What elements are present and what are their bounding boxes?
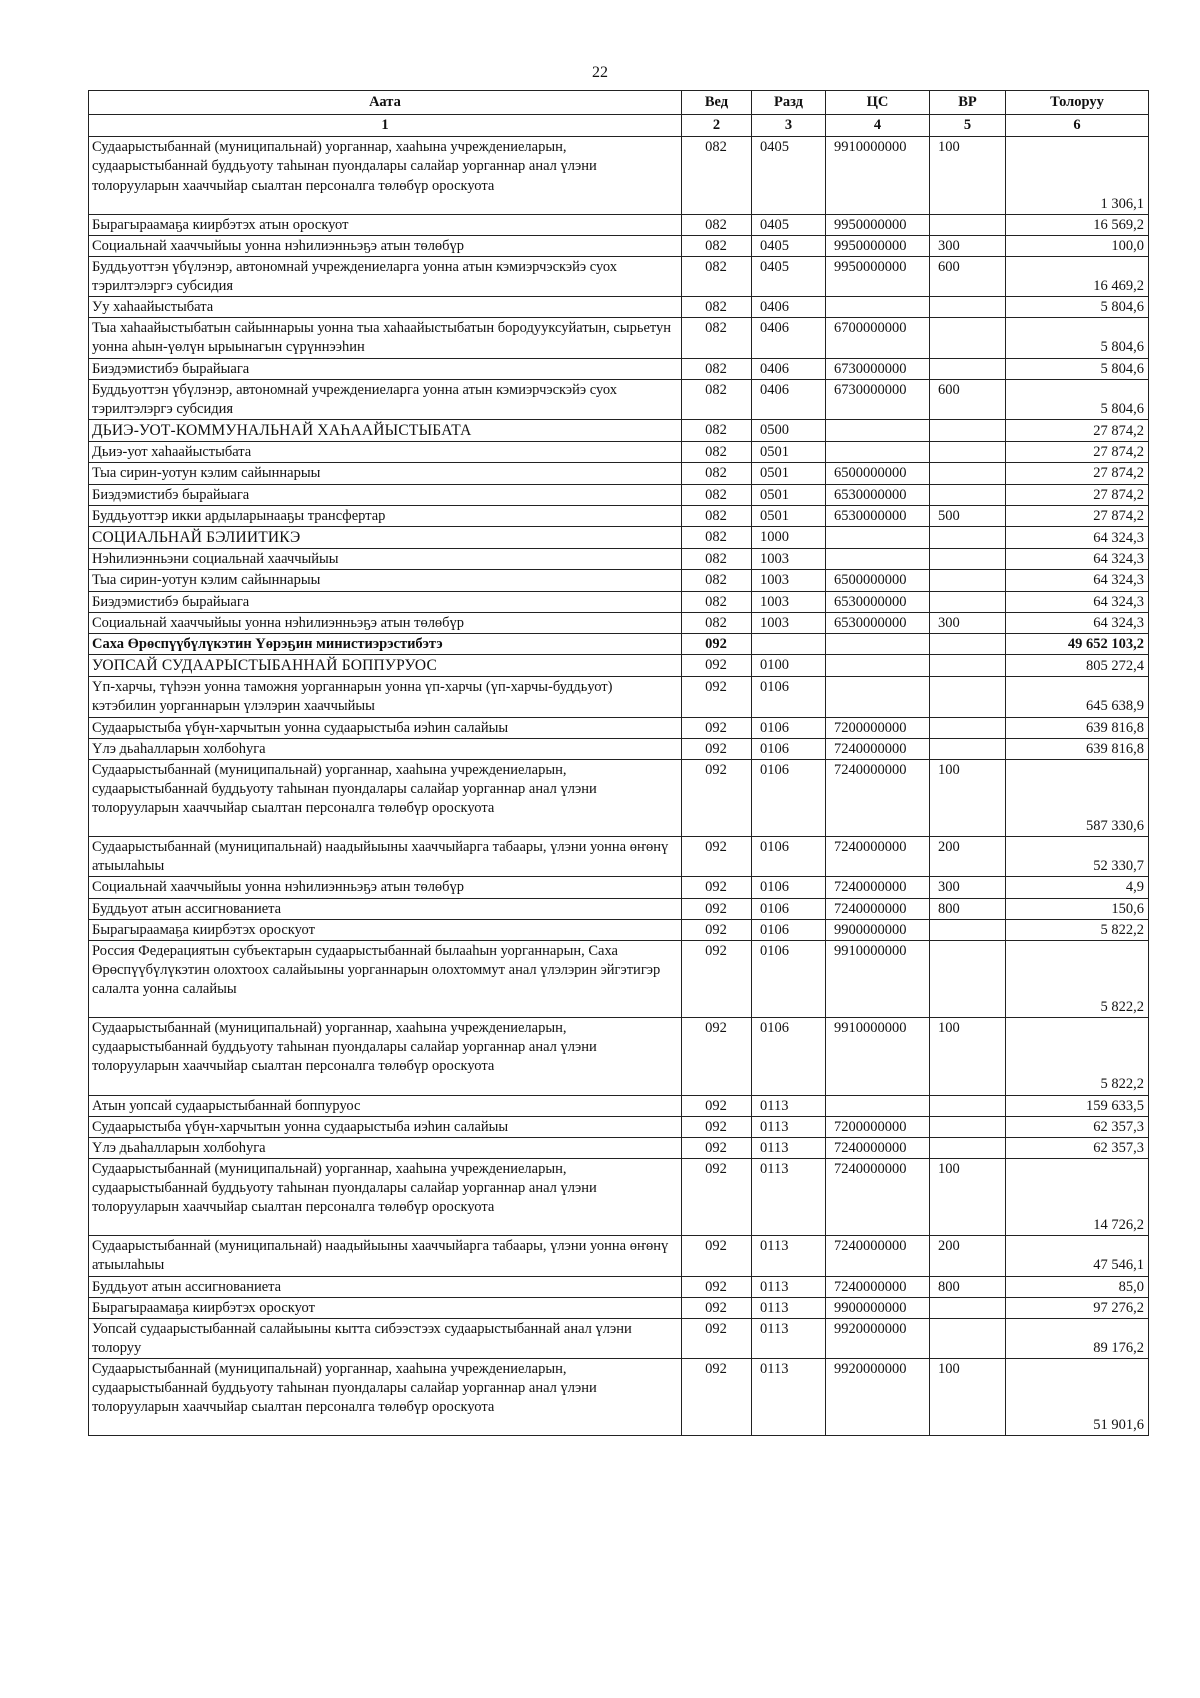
table-row: [89, 717, 1149, 738]
row-vr-cell: [930, 717, 1006, 738]
row-razd-cell: 0106: [752, 677, 826, 717]
row-cs-cell: 9920000000: [826, 1318, 930, 1358]
table-row: [89, 738, 1149, 759]
row-ved-cell: 082: [682, 549, 752, 570]
row-cs-cell: 9920000000: [826, 1359, 930, 1436]
row-cs-cell: [826, 297, 930, 318]
budget-table: [88, 90, 1149, 1436]
row-razd-cell: 0500: [752, 419, 826, 441]
row-sum-cell: 27 874,2: [1006, 442, 1149, 463]
row-cs-cell: 7240000000: [826, 877, 930, 898]
table-row: [89, 549, 1149, 570]
row-ved-cell: 092: [682, 877, 752, 898]
row-name-cell: Судаарыстыбаннай (муниципальнай) уорганнар, хааһына учреждениеларын, судаарыстыбаннай буддьуоту таһынан пуондалары салайар уорганнар анал үлэни толорууларын хааччыйар сыалтан персоналга төлөбүр ороскуота: [89, 1018, 682, 1095]
table-row: [89, 1318, 1149, 1358]
table-row: [89, 1095, 1149, 1116]
row-name-cell: Биэдэмистибэ бырайыага: [89, 591, 682, 612]
row-razd-cell: 0405: [752, 235, 826, 256]
page-number: 22: [592, 64, 608, 81]
row-name-cell: Судаарыстыба үбүн-харчытын уонна судаарыстыба иэһин салайыы: [89, 1116, 682, 1137]
row-name-cell: Бырагыраамаҕа киирбэтэх ороскуот: [89, 1297, 682, 1318]
row-ved-cell: 082: [682, 214, 752, 235]
column-number: 5: [930, 115, 1006, 137]
row-sum-cell: 639 816,8: [1006, 738, 1149, 759]
row-razd-cell: 0113: [752, 1095, 826, 1116]
row-name-cell: Судаарыстыбаннай (муниципальнай) уорганнар, хааһына учреждениеларын, судаарыстыбаннай буддьуоту таһынан пуондалары салайар уорганнар анал үлэни толорууларын хааччыйар сыалтан персоналга төлөбүр ороскуота: [89, 1359, 682, 1436]
table-row: [89, 318, 1149, 358]
row-razd-cell: 0405: [752, 137, 826, 214]
row-sum-cell: 1 306,1: [1006, 137, 1149, 214]
row-cs-cell: 9910000000: [826, 1018, 930, 1095]
table-row: [89, 526, 1149, 548]
row-sum-cell: 5 822,2: [1006, 919, 1149, 940]
row-ved-cell: 092: [682, 1158, 752, 1235]
row-vr-cell: [930, 919, 1006, 940]
row-ved-cell: 092: [682, 677, 752, 717]
row-vr-cell: 800: [930, 898, 1006, 919]
row-razd-cell: 0501: [752, 442, 826, 463]
row-sum-cell: 64 324,3: [1006, 549, 1149, 570]
row-razd-cell: 0106: [752, 717, 826, 738]
row-ved-cell: 092: [682, 759, 752, 836]
table-row: [89, 379, 1149, 419]
column-header-cs: ЦС: [826, 91, 930, 115]
row-ved-cell: 082: [682, 235, 752, 256]
row-razd-cell: 0113: [752, 1359, 826, 1436]
row-vr-cell: 800: [930, 1276, 1006, 1297]
table-row: [89, 442, 1149, 463]
row-cs-cell: 7240000000: [826, 1158, 930, 1235]
row-sum-cell: 89 176,2: [1006, 1318, 1149, 1358]
row-cs-cell: 6530000000: [826, 505, 930, 526]
row-razd-cell: 0113: [752, 1276, 826, 1297]
row-vr-cell: [930, 318, 1006, 358]
row-name-cell: Тыа сирин-уотун кэлим сайыннарыы: [89, 570, 682, 591]
row-name-cell: Буддьуоттэн үбүлэнэр, автономнай учреждениеларга уонна атын кэмиэрчэскэйэ суох тэрилтэлэргэ субсидия: [89, 379, 682, 419]
row-cs-cell: 9950000000: [826, 235, 930, 256]
row-vr-cell: [930, 484, 1006, 505]
row-ved-cell: 092: [682, 837, 752, 877]
row-razd-cell: 0405: [752, 256, 826, 296]
row-name-cell: Судаарыстыбаннай (муниципальнай) уорганнар, хааһына учреждениеларын, судаарыстыбаннай буддьуоту таһынан пуондалары салайар уорганнар анал үлэни толорууларын хааччыйар сыалтан персоналга төлөбүр ороскуота: [89, 1158, 682, 1235]
row-sum-cell: 27 874,2: [1006, 505, 1149, 526]
row-cs-cell: 9910000000: [826, 940, 930, 1017]
row-vr-cell: [930, 654, 1006, 676]
row-razd-cell: 0100: [752, 654, 826, 676]
row-cs-cell: [826, 419, 930, 441]
row-sum-cell: 16 469,2: [1006, 256, 1149, 296]
row-ved-cell: 082: [682, 463, 752, 484]
table-row: [89, 1018, 1149, 1095]
row-vr-cell: [930, 940, 1006, 1017]
row-razd-cell: 0106: [752, 1018, 826, 1095]
table-row: [89, 898, 1149, 919]
row-vr-cell: 100: [930, 1018, 1006, 1095]
row-name-cell: Судаарыстыбаннай (муниципальнай) наадыйыыны хааччыйарга табаары, үлэни уонна өҥөнү атыылаһыы: [89, 837, 682, 877]
row-cs-cell: 6530000000: [826, 612, 930, 633]
row-vr-cell: [930, 1318, 1006, 1358]
row-name-cell: Үп-харчы, түһээн уонна таможня уорганнарын уонна үп-харчы (үп-харчы-буддьуот) кэтэбилин уорганнарын үлэлэрин хааччыйыы: [89, 677, 682, 717]
row-cs-cell: 7240000000: [826, 1137, 930, 1158]
row-name-cell: Судаарыстыбаннай (муниципальнай) уорганнар, хааһына учреждениеларын, судаарыстыбаннай буддьуоту таһынан пуондалары салайар уорганнар анал үлэни толорууларын хааччыйар сыалтан персоналга төлөбүр ороскуота: [89, 137, 682, 214]
row-sum-cell: 51 901,6: [1006, 1359, 1149, 1436]
row-name-cell: Үлэ дьаһалларын холбоһуга: [89, 738, 682, 759]
row-sum-cell: 64 324,3: [1006, 612, 1149, 633]
table-row: [89, 919, 1149, 940]
table-row: [89, 1276, 1149, 1297]
row-vr-cell: [930, 419, 1006, 441]
row-razd-cell: [752, 633, 826, 654]
row-ved-cell: 092: [682, 1359, 752, 1436]
row-ved-cell: 092: [682, 1095, 752, 1116]
row-ved-cell: 092: [682, 919, 752, 940]
row-vr-cell: [930, 591, 1006, 612]
row-sum-cell: 27 874,2: [1006, 419, 1149, 441]
table-header-row: [89, 91, 1149, 115]
row-cs-cell: 9910000000: [826, 137, 930, 214]
row-name-cell: СОЦИАЛЬНАЙ БЭЛИИТИКЭ: [89, 526, 682, 548]
row-sum-cell: 587 330,6: [1006, 759, 1149, 836]
column-number: 1: [89, 115, 682, 137]
row-sum-cell: 62 357,3: [1006, 1137, 1149, 1158]
row-razd-cell: 1003: [752, 549, 826, 570]
row-ved-cell: 082: [682, 318, 752, 358]
row-cs-cell: 9950000000: [826, 214, 930, 235]
table-row: [89, 877, 1149, 898]
table-row: [89, 235, 1149, 256]
column-number: 3: [752, 115, 826, 137]
row-ved-cell: 082: [682, 612, 752, 633]
row-cs-cell: [826, 633, 930, 654]
row-razd-cell: 0501: [752, 463, 826, 484]
row-sum-cell: 27 874,2: [1006, 484, 1149, 505]
row-cs-cell: [826, 677, 930, 717]
row-name-cell: Бырагыраамаҕа киирбэтэх атын ороскуот: [89, 214, 682, 235]
row-razd-cell: 0106: [752, 759, 826, 836]
table-row: [89, 677, 1149, 717]
row-vr-cell: 500: [930, 505, 1006, 526]
row-razd-cell: 0113: [752, 1297, 826, 1318]
table-row: [89, 612, 1149, 633]
row-name-cell: Саха Өрөспүүбүлүкэтин Үөрэҕин министиэрэстибэтэ: [89, 633, 682, 654]
row-ved-cell: 092: [682, 898, 752, 919]
row-name-cell: Үлэ дьаһалларын холбоһуга: [89, 1137, 682, 1158]
row-ved-cell: 082: [682, 505, 752, 526]
row-vr-cell: 100: [930, 137, 1006, 214]
row-name-cell: Буддьуоттэр икки ардыларынааҕы трансфертар: [89, 505, 682, 526]
row-name-cell: Дьиэ-уот хаһаайыстыбата: [89, 442, 682, 463]
row-cs-cell: [826, 442, 930, 463]
row-cs-cell: [826, 1095, 930, 1116]
table-row: [89, 505, 1149, 526]
row-name-cell: Уопсай судаарыстыбаннай салайыыны кытта сибээстээх судаарыстыбаннай анал үлэни толоруу: [89, 1318, 682, 1358]
column-header-razd: Разд: [752, 91, 826, 115]
row-cs-cell: 7240000000: [826, 837, 930, 877]
row-ved-cell: 082: [682, 442, 752, 463]
row-razd-cell: 0113: [752, 1158, 826, 1235]
table-row: [89, 1297, 1149, 1318]
row-ved-cell: 082: [682, 297, 752, 318]
row-sum-cell: 47 546,1: [1006, 1236, 1149, 1276]
row-sum-cell: 645 638,9: [1006, 677, 1149, 717]
row-sum-cell: 49 652 103,2: [1006, 633, 1149, 654]
row-vr-cell: [930, 1116, 1006, 1137]
table-row: [89, 1116, 1149, 1137]
row-name-cell: Буддьуот атын ассигнованиета: [89, 1276, 682, 1297]
row-ved-cell: 082: [682, 419, 752, 441]
table-row: [89, 570, 1149, 591]
row-name-cell: Тыа хаһаайыстыбатын сайыннарыы уонна тыа хаһаайыстыбатын бородууксуйатын, сырьетун уонна аһын-үөлүн ырыынагын сүрүннээһин: [89, 318, 682, 358]
row-razd-cell: 1000: [752, 526, 826, 548]
row-vr-cell: [930, 526, 1006, 548]
row-name-cell: Социальнай хааччыйыы уонна нэһилиэнньэҕэ атын төлөбүр: [89, 612, 682, 633]
row-razd-cell: 0106: [752, 738, 826, 759]
row-name-cell: Тыа сирин-уотун кэлим сайыннарыы: [89, 463, 682, 484]
row-vr-cell: 100: [930, 1359, 1006, 1436]
row-name-cell: Бырагыраамаҕа киирбэтэх ороскуот: [89, 919, 682, 940]
row-razd-cell: 0113: [752, 1318, 826, 1358]
row-ved-cell: 082: [682, 358, 752, 379]
row-razd-cell: 0406: [752, 358, 826, 379]
row-sum-cell: 62 357,3: [1006, 1116, 1149, 1137]
table-row: [89, 759, 1149, 836]
row-sum-cell: 5 804,6: [1006, 318, 1149, 358]
row-sum-cell: 14 726,2: [1006, 1158, 1149, 1235]
row-ved-cell: 092: [682, 940, 752, 1017]
row-vr-cell: [930, 1297, 1006, 1318]
row-ved-cell: 092: [682, 1116, 752, 1137]
row-sum-cell: 159 633,5: [1006, 1095, 1149, 1116]
row-sum-cell: 5 822,2: [1006, 1018, 1149, 1095]
row-vr-cell: 600: [930, 256, 1006, 296]
row-vr-cell: 600: [930, 379, 1006, 419]
row-vr-cell: 300: [930, 877, 1006, 898]
row-ved-cell: 082: [682, 484, 752, 505]
row-ved-cell: 092: [682, 1318, 752, 1358]
row-sum-cell: 52 330,7: [1006, 837, 1149, 877]
row-cs-cell: 6530000000: [826, 484, 930, 505]
row-razd-cell: 0406: [752, 318, 826, 358]
row-sum-cell: 64 324,3: [1006, 570, 1149, 591]
row-razd-cell: 0106: [752, 898, 826, 919]
row-sum-cell: 64 324,3: [1006, 591, 1149, 612]
row-cs-cell: [826, 549, 930, 570]
row-cs-cell: 9900000000: [826, 1297, 930, 1318]
row-razd-cell: 0406: [752, 379, 826, 419]
row-cs-cell: [826, 654, 930, 676]
row-vr-cell: [930, 738, 1006, 759]
row-cs-cell: 7200000000: [826, 717, 930, 738]
row-sum-cell: 5 804,6: [1006, 297, 1149, 318]
row-razd-cell: 0106: [752, 877, 826, 898]
row-vr-cell: [930, 463, 1006, 484]
column-number: 2: [682, 115, 752, 137]
row-ved-cell: 082: [682, 526, 752, 548]
row-ved-cell: 082: [682, 570, 752, 591]
table-body: [89, 137, 1149, 1436]
row-sum-cell: 639 816,8: [1006, 717, 1149, 738]
table-row: [89, 297, 1149, 318]
row-cs-cell: 6700000000: [826, 318, 930, 358]
row-razd-cell: 0501: [752, 505, 826, 526]
row-name-cell: Буддьуот атын ассигнованиета: [89, 898, 682, 919]
row-ved-cell: 092: [682, 1297, 752, 1318]
row-sum-cell: 150,6: [1006, 898, 1149, 919]
row-cs-cell: 7240000000: [826, 898, 930, 919]
row-sum-cell: 64 324,3: [1006, 526, 1149, 548]
row-cs-cell: 9950000000: [826, 256, 930, 296]
row-vr-cell: [930, 549, 1006, 570]
row-name-cell: Социальнай хааччыйыы уонна нэһилиэнньэҕэ атын төлөбүр: [89, 235, 682, 256]
table-row: [89, 358, 1149, 379]
column-header-vr: ВР: [930, 91, 1006, 115]
row-razd-cell: 1003: [752, 591, 826, 612]
row-cs-cell: 7240000000: [826, 1276, 930, 1297]
row-ved-cell: 092: [682, 717, 752, 738]
row-sum-cell: 805 272,4: [1006, 654, 1149, 676]
table-row: [89, 1158, 1149, 1235]
table-row: [89, 837, 1149, 877]
row-vr-cell: 200: [930, 837, 1006, 877]
row-sum-cell: 5 822,2: [1006, 940, 1149, 1017]
table-row: [89, 256, 1149, 296]
row-vr-cell: [930, 633, 1006, 654]
table-row: [89, 137, 1149, 214]
column-header-name: Аата: [89, 91, 682, 115]
row-name-cell: Судаарыстыба үбүн-харчытын уонна судаарыстыба иэһин салайыы: [89, 717, 682, 738]
row-razd-cell: 0113: [752, 1116, 826, 1137]
table-row: [89, 633, 1149, 654]
row-vr-cell: [930, 1095, 1006, 1116]
row-razd-cell: 0113: [752, 1137, 826, 1158]
row-cs-cell: 6730000000: [826, 379, 930, 419]
row-name-cell: Атын уопсай судаарыстыбаннай боппуруос: [89, 1095, 682, 1116]
table-row: [89, 1137, 1149, 1158]
row-name-cell: УОПСАЙ СУДААРЫСТЫБАННАЙ БОППУРУОС: [89, 654, 682, 676]
row-vr-cell: [930, 570, 1006, 591]
row-name-cell: Уу хаһаайыстыбата: [89, 297, 682, 318]
table-row: [89, 591, 1149, 612]
row-name-cell: Социальнай хааччыйыы уонна нэһилиэнньэҕэ атын төлөбүр: [89, 877, 682, 898]
row-razd-cell: 0406: [752, 297, 826, 318]
row-name-cell: Буддьуоттэн үбүлэнэр, автономнай учреждениеларга уонна атын кэмиэрчэскэйэ суох тэрилтэлэргэ субсидия: [89, 256, 682, 296]
row-ved-cell: 092: [682, 1276, 752, 1297]
row-cs-cell: 6500000000: [826, 570, 930, 591]
row-razd-cell: 0501: [752, 484, 826, 505]
table-row: [89, 214, 1149, 235]
row-razd-cell: 1003: [752, 612, 826, 633]
row-cs-cell: 7240000000: [826, 1236, 930, 1276]
row-sum-cell: 27 874,2: [1006, 463, 1149, 484]
row-ved-cell: 092: [682, 1018, 752, 1095]
table-row: [89, 940, 1149, 1017]
row-vr-cell: 300: [930, 612, 1006, 633]
row-name-cell: Биэдэмистибэ бырайыага: [89, 358, 682, 379]
row-cs-cell: 6500000000: [826, 463, 930, 484]
row-name-cell: Россия Федерациятын субъектарын судаарыстыбаннай былааһын уорганнарын, Саха Өрөспүүбүлүкэтин олохтоох салайыыны уорганнарын олохтоммут анал үлэлэрин эйгэтигэр салалта уонна салайыы: [89, 940, 682, 1017]
column-number: 4: [826, 115, 930, 137]
row-ved-cell: 092: [682, 654, 752, 676]
row-ved-cell: 092: [682, 633, 752, 654]
row-vr-cell: [930, 358, 1006, 379]
row-cs-cell: 7240000000: [826, 738, 930, 759]
column-header-sum: Толоруу: [1006, 91, 1149, 115]
row-razd-cell: 0113: [752, 1236, 826, 1276]
row-ved-cell: 092: [682, 1137, 752, 1158]
row-ved-cell: 082: [682, 379, 752, 419]
row-ved-cell: 082: [682, 591, 752, 612]
row-sum-cell: 97 276,2: [1006, 1297, 1149, 1318]
row-vr-cell: 100: [930, 759, 1006, 836]
row-razd-cell: 0106: [752, 837, 826, 877]
row-name-cell: Нэһилиэнньэни социальнай хааччыйыы: [89, 549, 682, 570]
row-razd-cell: 0106: [752, 919, 826, 940]
row-razd-cell: 1003: [752, 570, 826, 591]
row-vr-cell: [930, 677, 1006, 717]
row-vr-cell: [930, 214, 1006, 235]
row-vr-cell: [930, 297, 1006, 318]
table-row: [89, 654, 1149, 676]
row-vr-cell: 200: [930, 1236, 1006, 1276]
row-cs-cell: 7240000000: [826, 759, 930, 836]
row-sum-cell: 85,0: [1006, 1276, 1149, 1297]
row-vr-cell: [930, 1137, 1006, 1158]
row-ved-cell: 092: [682, 1236, 752, 1276]
row-cs-cell: [826, 526, 930, 548]
table-row: [89, 419, 1149, 441]
row-razd-cell: 0405: [752, 214, 826, 235]
table-row: [89, 1359, 1149, 1436]
row-cs-cell: 9900000000: [826, 919, 930, 940]
row-cs-cell: 6730000000: [826, 358, 930, 379]
row-ved-cell: 082: [682, 256, 752, 296]
row-sum-cell: 16 569,2: [1006, 214, 1149, 235]
row-name-cell: Судаарыстыбаннай (муниципальнай) уорганнар, хааһына учреждениеларын, судаарыстыбаннай буддьуоту таһынан пуондалары салайар уорганнар анал үлэни толорууларын хааччыйар сыалтан персоналга төлөбүр ороскуота: [89, 759, 682, 836]
table-row: [89, 484, 1149, 505]
column-number-row: [89, 115, 1149, 137]
table-row: [89, 463, 1149, 484]
row-sum-cell: 4,9: [1006, 877, 1149, 898]
row-cs-cell: 7200000000: [826, 1116, 930, 1137]
row-sum-cell: 5 804,6: [1006, 379, 1149, 419]
row-razd-cell: 0106: [752, 940, 826, 1017]
row-vr-cell: [930, 442, 1006, 463]
row-sum-cell: 5 804,6: [1006, 358, 1149, 379]
row-ved-cell: 092: [682, 738, 752, 759]
table-row: [89, 1236, 1149, 1276]
column-number: 6: [1006, 115, 1149, 137]
row-ved-cell: 082: [682, 137, 752, 214]
row-vr-cell: 300: [930, 235, 1006, 256]
row-name-cell: Судаарыстыбаннай (муниципальнай) наадыйыыны хааччыйарга табаары, үлэни уонна өҥөнү атыылаһыы: [89, 1236, 682, 1276]
column-header-ved: Вед: [682, 91, 752, 115]
row-name-cell: ДЬИЭ-УОТ-КОММУНАЛЬНАЙ ХАҺААЙЫСТЫБАТА: [89, 419, 682, 441]
row-sum-cell: 100,0: [1006, 235, 1149, 256]
row-vr-cell: 100: [930, 1158, 1006, 1235]
row-name-cell: Биэдэмистибэ бырайыага: [89, 484, 682, 505]
row-cs-cell: 6530000000: [826, 591, 930, 612]
